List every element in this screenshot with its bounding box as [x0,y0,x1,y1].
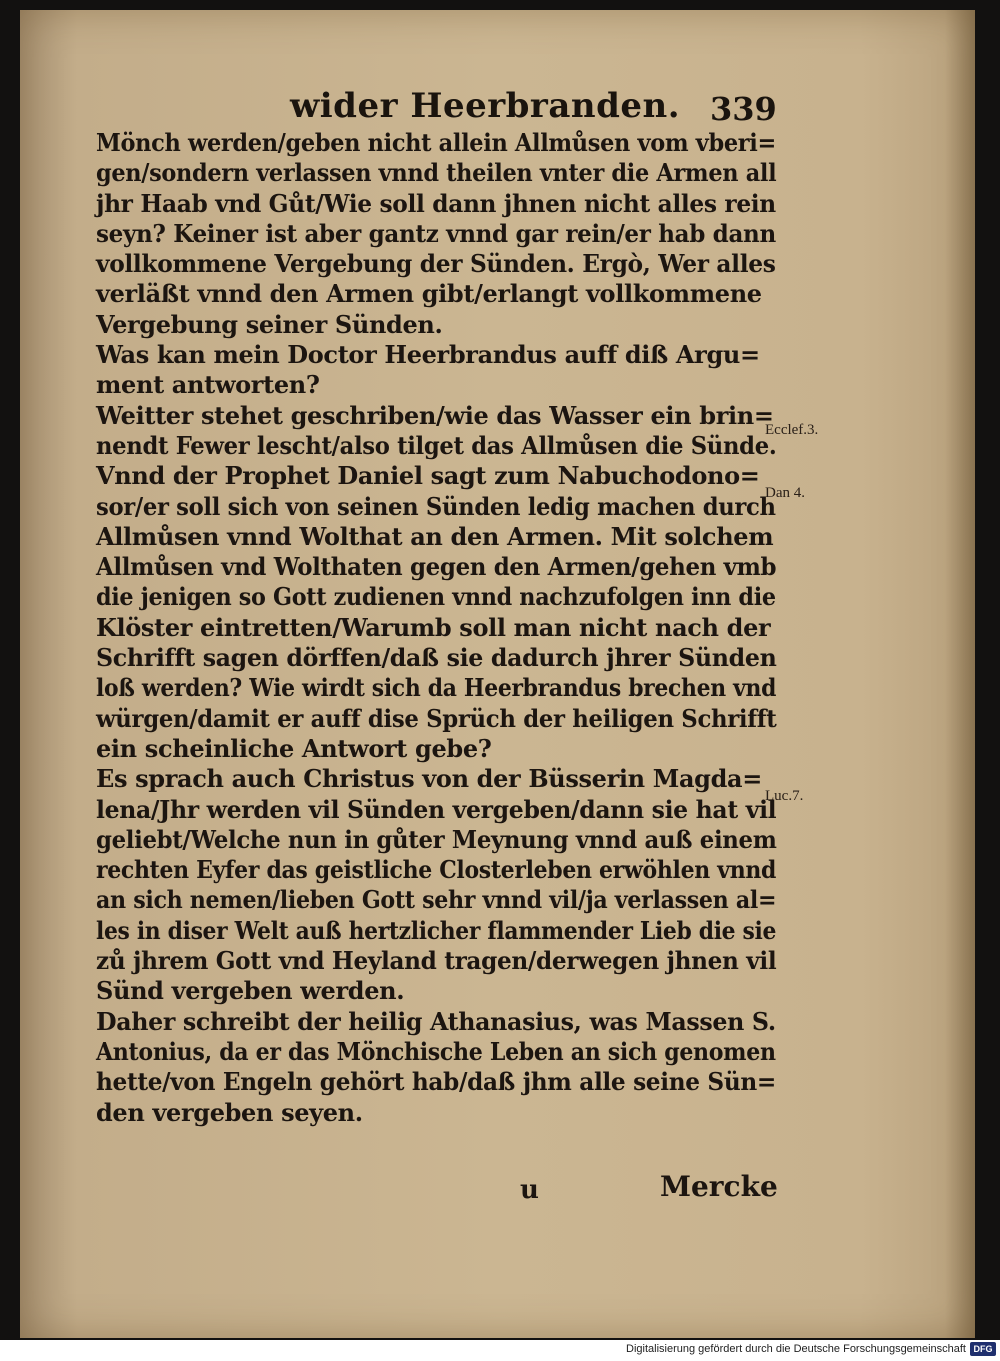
margin-note-dan: Dan 4. [765,485,805,501]
text-line: den vergeben seyen. [96,1097,363,1127]
text-line: jhr Haab vnd Gůt/Wie soll dann jhnen nicht alles rein [96,188,776,218]
text-line: an sich nemen/lieben Gott sehr vnnd vil/ja verlassen al= [96,885,777,915]
text-line: hette/von Engeln gehört hab/daß jhm alle seine Sün= [96,1067,777,1097]
catchword: Mercke [660,1170,778,1203]
dfg-credit: Digitalisierung gefördert durch die Deutsche Forschungsgemeinschaft [626,1343,966,1355]
text-line: Sünd vergeben werden. [96,976,405,1006]
text-line: rechten Eyfer das geistliche Closterleben erwöhlen vnnd [96,855,777,885]
dfg-logo: DFG [970,1342,996,1356]
page-number: 339 [710,90,777,128]
text-line: nendt Fewer lescht/also tilget das Allmůsen die Sünde. [96,430,777,460]
margin-note-eccles: Ecclef.3. [765,422,819,438]
text-line: Antonius, da er das Mönchische Leben an sich genomen [96,1036,776,1066]
text-line: zů jhrem Gott vnd Heyland tragen/derwegen jhnen vil [96,946,777,976]
text-line: loß werden? Wie wirdt sich da Heerbrandus brechen vnd [96,673,777,703]
text-line: Schrifft sagen dörffen/daß sie dadurch jhrer Sünden [96,643,777,673]
signature-mark: u [520,1175,539,1205]
text-line: les in diser Welt auß hertzlicher flammender Lieb die sie [96,915,777,945]
text-line: Mönch werden/geben nicht allein Allmůsen vom vberi= [96,128,776,157]
margin-note-luc: Luc.7. [765,788,804,804]
text-line: die jenigen so Gott zudienen vnnd nachzufolgen inn die [96,582,776,612]
text-line: Vnnd der Prophet Daniel sagt zum Nabuchodono= [96,461,760,491]
text-line: lena/Jhr werden vil Sünden vergeben/dann sie hat vil [96,794,777,824]
text-line: ein scheinliche Antwort gebe? [96,733,492,763]
text-line: Allmůsen vnnd Wolthat an den Armen. Mit solchem [96,521,774,551]
credit-footer [0,1340,1000,1361]
text-line: Vergebung seiner Sünden. [96,309,443,339]
body-text [96,128,776,1128]
text-line: sor/er soll sich von seinen Sünden ledig machen durch [96,491,776,521]
text-line: Daher schreibt der heilig Athanasius, was Massen S. [96,1006,776,1036]
text-line: geliebt/Welche nun in gůter Meynung vnnd auß einem [96,824,777,854]
text-line: Klöster eintretten/Warumb soll man nicht nach der [96,612,771,642]
text-line: Es sprach auch Christus von der Büsserin Magda= [96,764,763,794]
page-header [20,80,975,130]
text-line: Was kan mein Doctor Heerbrandus auff diß Argu= [96,340,760,370]
text-line: vollkommene Vergebung der Sünden. Ergò, Wer alles [96,249,776,279]
text-line: verläßt vnnd den Armen gibt/erlangt vollkommene [96,279,762,309]
book-page [20,10,975,1338]
text-line: seyn? Keiner ist aber gantz vnnd gar rein/er hab dann [96,218,776,248]
text-line: würgen/damit er auff dise Sprüch der heiligen Schrifft [96,703,777,733]
text-line: ment antworten? [96,370,320,400]
text-line: Weitter stehet geschriben/wie das Wasser ein brin= [96,400,774,430]
text-line: Allmůsen vnd Wolthaten gegen den Armen/gehen vmb [96,552,777,582]
running-head: wider Heerbranden. [290,86,681,126]
text-line: gen/sondern verlassen vnnd theilen vnter die Armen all [96,158,777,188]
